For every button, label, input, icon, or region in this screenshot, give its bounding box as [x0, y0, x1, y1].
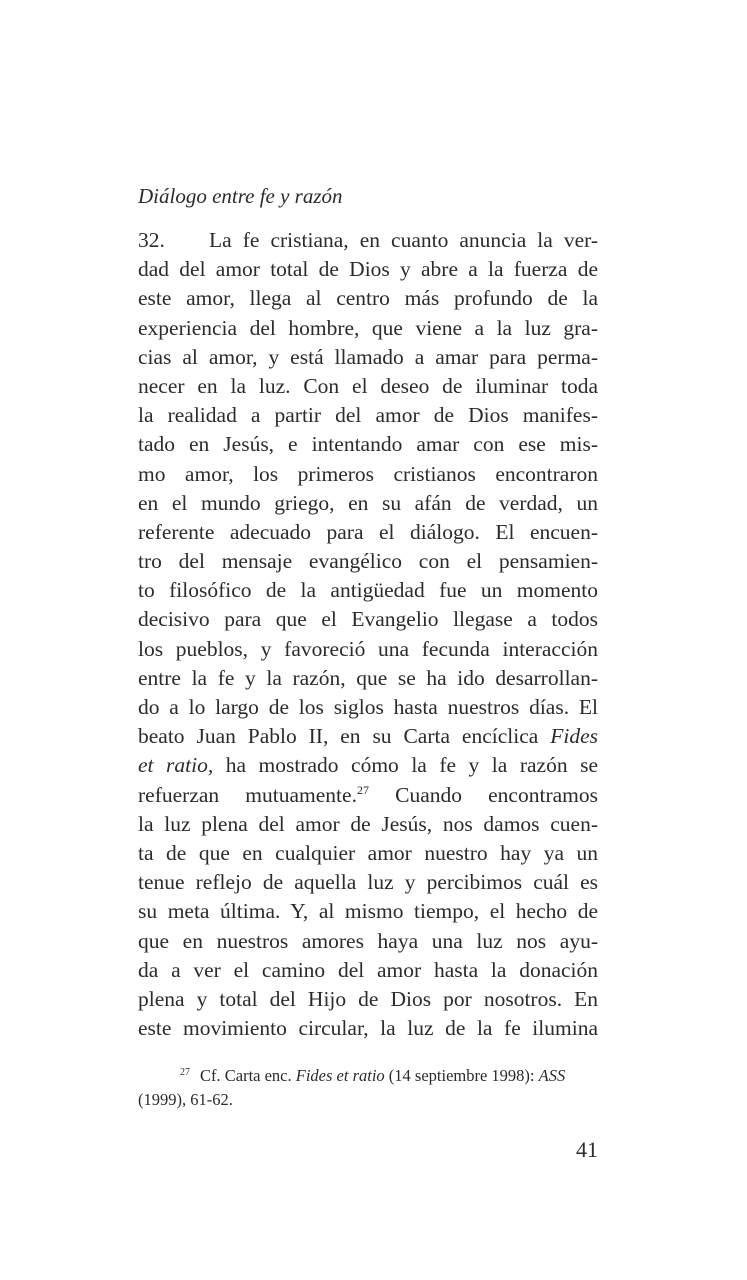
footnote-mark: 27 [180, 1066, 190, 1078]
text-line: plena y total del Hijo de Dios por nosotros. En [138, 986, 598, 1011]
text-line: to filosófico de la antigüedad fue un momento [138, 578, 598, 603]
text-line: do a lo largo de los siglos hasta nuestros días. El [138, 695, 598, 719]
text-line: entre la fe y la razón, que se ha ido desarrollan- [138, 665, 598, 690]
text-segment: beato Juan Pablo II, en su Carta encíclica [138, 724, 551, 749]
section-title: Diálogo entre fe y razón [138, 184, 343, 208]
text-line: este movimiento circular, la luz de la fe ilumina [138, 1016, 598, 1041]
text-line: cias al amor, y está llamado a amar para perma- [138, 344, 598, 369]
text-line: la realidad a partir del amor de Dios manifes- [138, 403, 598, 428]
paragraph-32 [138, 226, 598, 1043]
footnote-reference[interactable]: 27 [356, 782, 369, 797]
text-line-content: La fe cristiana, en cuanto anuncia la ver- [209, 228, 599, 252]
text-line: este amor, llega al centro más profundo de la [138, 286, 598, 311]
text-line [138, 781, 598, 810]
footnote-line [138, 1064, 598, 1088]
footnote-italic-title: Fides et ratio [295, 1066, 385, 1085]
text-line [138, 226, 598, 255]
footnote-text: Cf. Carta enc. [200, 1066, 296, 1085]
text-line: ta de que en cualquier amor nuestro hay ya un [138, 840, 598, 865]
text-line: tro del mensaje evangélico con el pensamien- [138, 549, 598, 574]
text-line: su meta última. Y, al mismo tiempo, el hecho de [138, 899, 598, 924]
text-line: en el mundo griego, en su afán de verdad, un [138, 490, 598, 515]
footnote-line: (1999), 61-62. [138, 1090, 233, 1109]
footnote [138, 1064, 598, 1112]
footnote-italic-abbrev: ASS [538, 1066, 566, 1085]
text-line: decisivo para que el Evangelio llegase a todos [138, 607, 598, 632]
page-number: 41 [576, 1137, 598, 1162]
text-line: tado en Jesús, e intentando amar con ese mis- [138, 432, 598, 457]
text-line: que en nuestros amores haya una luz nos ayu- [138, 928, 598, 953]
italic-title: Fides [550, 724, 598, 749]
paragraph-number: 32. [138, 228, 165, 252]
text-line: la luz plena del amor de Jesús, nos damos cuen- [138, 811, 598, 836]
text-line: experiencia del hombre, que viene a la luz gra- [138, 315, 598, 340]
text-line: tenue reflejo de aquella luz y percibimos cuál es [138, 870, 598, 895]
text-line: dad del amor total de Dios y abre a la fuerza de [138, 257, 598, 282]
text-line: mo amor, los primeros cristianos encontraron [138, 461, 598, 486]
text-line [138, 722, 598, 751]
text-line: necer en la luz. Con el deseo de iluminar toda [138, 373, 598, 398]
text-line: los pueblos, y favoreció una fecunda interacción [138, 636, 598, 661]
text-line: referente adecuado para el diálogo. El encuen- [138, 519, 598, 544]
text-segment: ha mostrado cómo la fe y la razón se [213, 753, 598, 778]
text-line: da a ver el camino del amor hasta la donación [138, 957, 598, 982]
text-segment: Cuando encontramos [368, 782, 598, 807]
footnote-text: (14 septiembre 1998): [384, 1066, 539, 1085]
italic-title: et ratio, [138, 753, 214, 778]
text-segment: refuerzan mutuamente. [138, 782, 357, 807]
text-line [138, 751, 598, 780]
